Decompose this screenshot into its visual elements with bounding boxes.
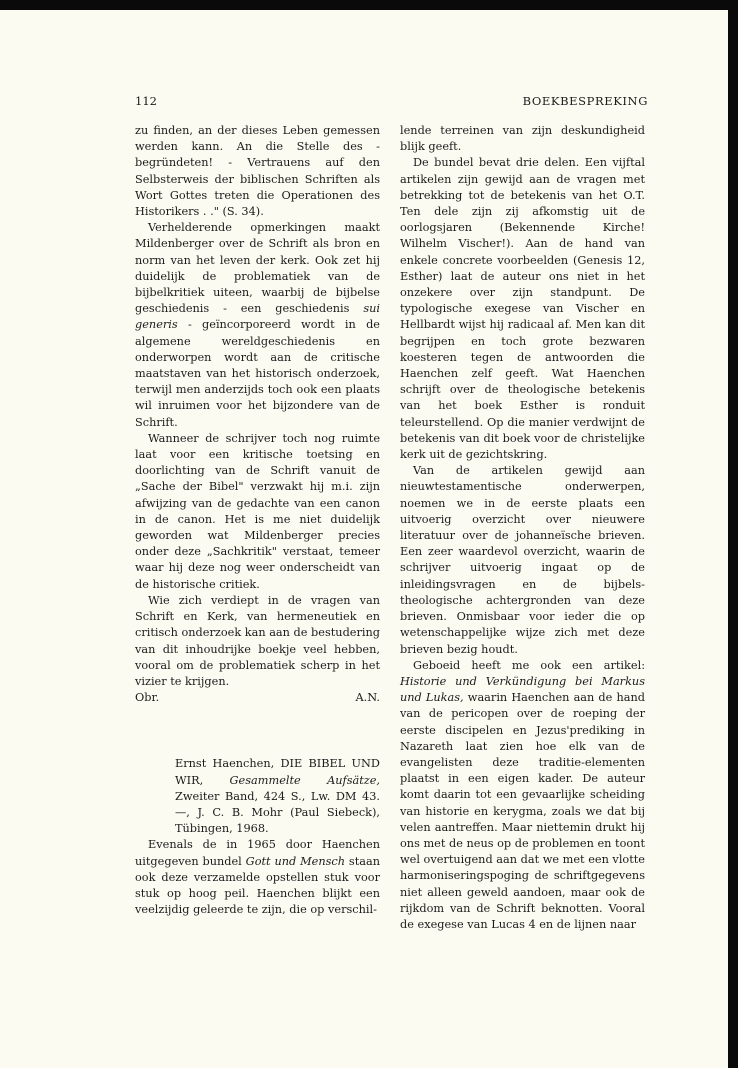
article-title: Historie und Verkündigung bei Markus und Lukas, — [400, 674, 645, 705]
paragraph: Wie zich verdiept in de vragen van Schrift en Kerk, van hermeneutiek en critisch onderzoek kan aan de bestudering van dit inhoudrijke boekje veel hebben, vooral om de problematiek scherp in het vizier te krijgen. — [135, 593, 381, 688]
book-subtitle: Gesammelte Aufsätze, — [229, 773, 380, 787]
signature-place: Obr. — [135, 691, 160, 705]
signature-initials: A.N. — [355, 691, 380, 705]
scan-border-top — [0, 0, 738, 10]
book-citation: Ernst Haenchen, DIE BIBEL UND WIR, Gesammelte Aufsätze, Zweiter Band, 424 S., Lw. DM 43.—, J. C. B. Mohr (Paul Siebeck), Tübingen, 1968. — [175, 757, 380, 836]
paragraph: Verhelderende opmerkingen maakt Mildenberger over de Schrift als bron en norm van het leven der kerk. Ook zet hij duidelijk de problematiek van de bijbelkritiek uiteen, waarbij de bijbelse geschiedenis - een geschiedenis sui generis - geïncorporeerd wordt in de algemene wereldgeschiedenis en onderworpen wordt aan de critische maatstaven van het historisch onderzoek, terwijl men anderzijds toch ook een plaats wil inruimen voor het bijzondere van de Schrift. — [135, 221, 380, 429]
right-column — [400, 123, 645, 933]
book-title-ref: Gott und Mensch — [245, 854, 346, 868]
paragraph: De bundel bevat drie delen. Een vijftal artikelen zijn gewijd aan de vragen met betrekking tot de betekenis van het O.T. Ten dele zijn zij afkomstig uit de oorlogsjaren (Bekennende Kirche! Wilhelm Vischer!). Aan de hand van enkele concrete voorbeelden (Genesis 12, Esther) laat de auteur ons niet in het onzekere over zijn standpunt. De typologische exegese van Vischer en Hellbardt wijst hij radicaal af. Men kan dit begrijpen en toch grote bezwaren koesteren tegen de antwoorden die Haenchen zelf geeft. Wat Haenchen schrijft over de theologische betekenis van het boek Esther is ronduit teleurstellend. Op die manier verdwijnt de betekenis van dit boek voor de christelijke kerk uit de gezichtskring. — [400, 156, 645, 462]
paragraph: Van de artikelen gewijd aan nieuwtestamentische onderwerpen, noemen we in de eerste plaats een uitvoerig overzicht over nieuwere literatuur over de johanneïsche brieven. Een zeer waardevol overzicht, waarin de schrijver uitvoerig ingaat op de inleidingsvragen en de bijbels-theologische achtergronden van deze brieven. Onmisbaar voor ieder die op wetenschappelijke wijze zich met deze brieven bezig houdt. — [400, 464, 645, 656]
scan-border-right — [728, 0, 738, 1068]
running-title: BOEKBESPREKING — [522, 94, 648, 108]
review-signature — [135, 690, 380, 706]
paragraph: lende terreinen van zijn deskundigheid blijk geeft. — [400, 124, 645, 154]
latin-phrase: sui generis — [135, 302, 380, 332]
paragraph: zu finden, an der dieses Leben gemessen werden kann. An die Stelle des - begründeten! - Vertrauens auf den Selbsterweis der biblischen Schriften als Wort Gottes treten die Operationen des Historikers . ." (S. 34). — [135, 124, 380, 219]
page-number: 112 — [135, 94, 157, 108]
paragraph: Geboeid heeft me ook een artikel: Historie und Verkündigung bei Markus und Lukas, waarin Haenchen aan de hand van de pericopen over de roeping der eerste discipelen en Jezus'prediking in Nazareth laat zien hoe elk van de evangelisten deze traditie-elementen plaatst in een eigen kader. De auteur komt daarin tot een gevaarlijke scheiding van historie en kerygma, zoals we dat bij velen aantreffen. Maar niettemin drukt hij ons met de neus op de problemen en toont wel overtuigend aan dat we met een vlotte harmoniseringspoging de schriftgegevens niet alleen geweld aandoen, maar ook de rijkdom van de Schrift beknotten. Vooral de exegese van Lucas 4 en de lijnen naar — [400, 658, 645, 931]
paragraph: Wanneer de schrijver toch nog ruimte laat voor een kritische toetsing en doorlichting van de Schrift vanuit de „Sache der Bibel" verzwakt hij m.i. zijn afwijzing van de gedachte van een canon in de canon. Het is me niet duidelijk geworden wat Mildenberger precies onder deze „Sachkritik" verstaat, temeer waar hij deze nog weer onderscheidt van de historische critiek. — [135, 431, 380, 591]
page-header — [135, 94, 648, 114]
book-page — [0, 10, 728, 1068]
left-column — [135, 123, 380, 918]
paragraph: Evenals de in 1965 door Haenchen uitgegeven bundel Gott und Mensch staan ook deze verzamelde opstellen stuk voor stuk op hoog peil. Haenchen blijkt een veelzijdig geleerde te zijn, die op verschil- — [135, 838, 380, 917]
